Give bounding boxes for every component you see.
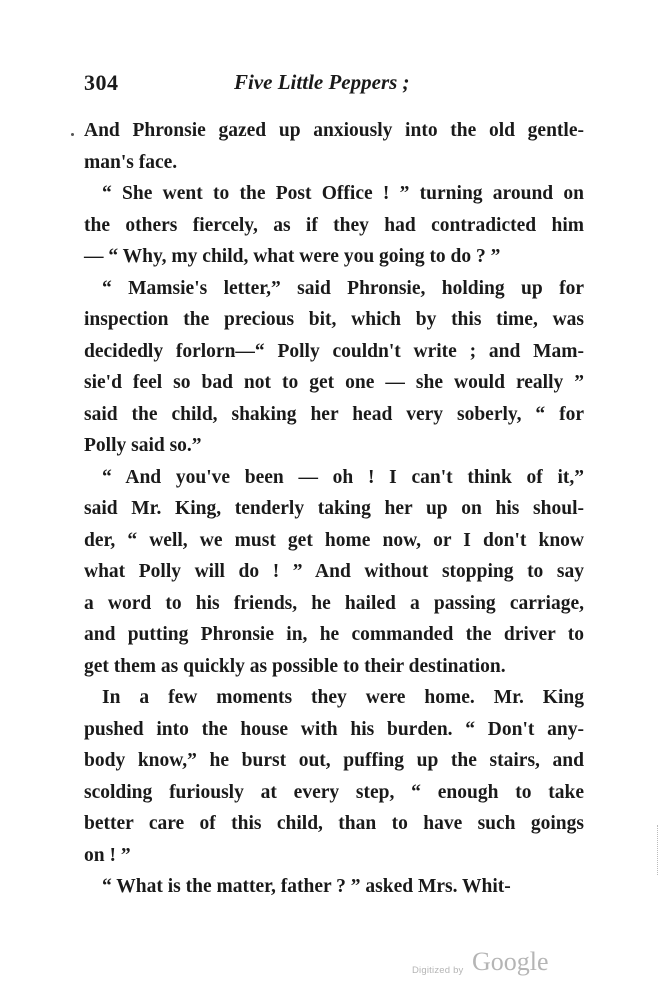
text-line: body know,” he burst out, puffing up the stairs, and bbox=[84, 750, 584, 771]
text-line: der, “ well, we must get home now, or I don't know bbox=[84, 529, 584, 551]
watermark-prefix: Digitized by bbox=[412, 965, 464, 976]
text-line: sie'd feel so bad not to get one — she would really ” bbox=[84, 372, 584, 393]
body-text bbox=[84, 115, 584, 903]
text-line: — “ Why, my child, what were you going to do ? ” bbox=[84, 246, 501, 267]
text-line: “ And you've been — oh ! I can't think of it,” bbox=[102, 466, 584, 488]
text-line: “ She went to the Post Office ! ” turning around on bbox=[102, 183, 584, 204]
text-line: “ Mamsie's letter,” said Phronsie, holding up for bbox=[102, 277, 584, 299]
running-head: Five Little Peppers ; bbox=[234, 70, 410, 94]
text-line: Polly said so.” bbox=[84, 435, 202, 456]
text-line: said Mr. King, tenderly taking her up on his shoul- bbox=[84, 498, 584, 519]
text-line: In a few moments they were home. Mr. King bbox=[102, 687, 584, 708]
margin-mark bbox=[71, 133, 74, 136]
text-line: a word to his friends, he hailed a passing carriage, bbox=[84, 592, 584, 614]
scan-artifact bbox=[657, 825, 659, 875]
text-line: said the child, shaking her head very soberly, “ for bbox=[84, 403, 584, 425]
text-line: the others fiercely, as if they had contradicted him bbox=[84, 214, 584, 236]
text-line: on ! ” bbox=[84, 844, 131, 866]
text-line: what Polly will do ! ” And without stopping to say bbox=[84, 561, 584, 582]
text-line: decidedly forlorn—“ Polly couldn't write ; and Mam- bbox=[84, 340, 584, 362]
digitized-watermark bbox=[412, 945, 572, 985]
text-line: man's face. bbox=[84, 151, 178, 173]
text-line: pushed into the house with his burden. “ Don't any- bbox=[84, 718, 584, 740]
google-logo: Google bbox=[472, 947, 549, 976]
text-line: inspection the precious bit, which by this time, was bbox=[84, 309, 584, 330]
text-line: better care of this child, than to have such goings bbox=[84, 813, 584, 834]
text-line: “ What is the matter, father ? ” asked Mrs. Whit- bbox=[102, 876, 511, 897]
text-line: scolding furiously at every step, “ enough to take bbox=[84, 781, 584, 803]
text-line: and putting Phronsie in, he commanded the driver to bbox=[84, 624, 584, 645]
page-header bbox=[84, 70, 584, 100]
page-number: 304 bbox=[84, 70, 119, 95]
text-line: get them as quickly as possible to their destination. bbox=[84, 655, 506, 677]
text-line: And Phronsie gazed up anxiously into the old gentle- bbox=[84, 120, 584, 141]
